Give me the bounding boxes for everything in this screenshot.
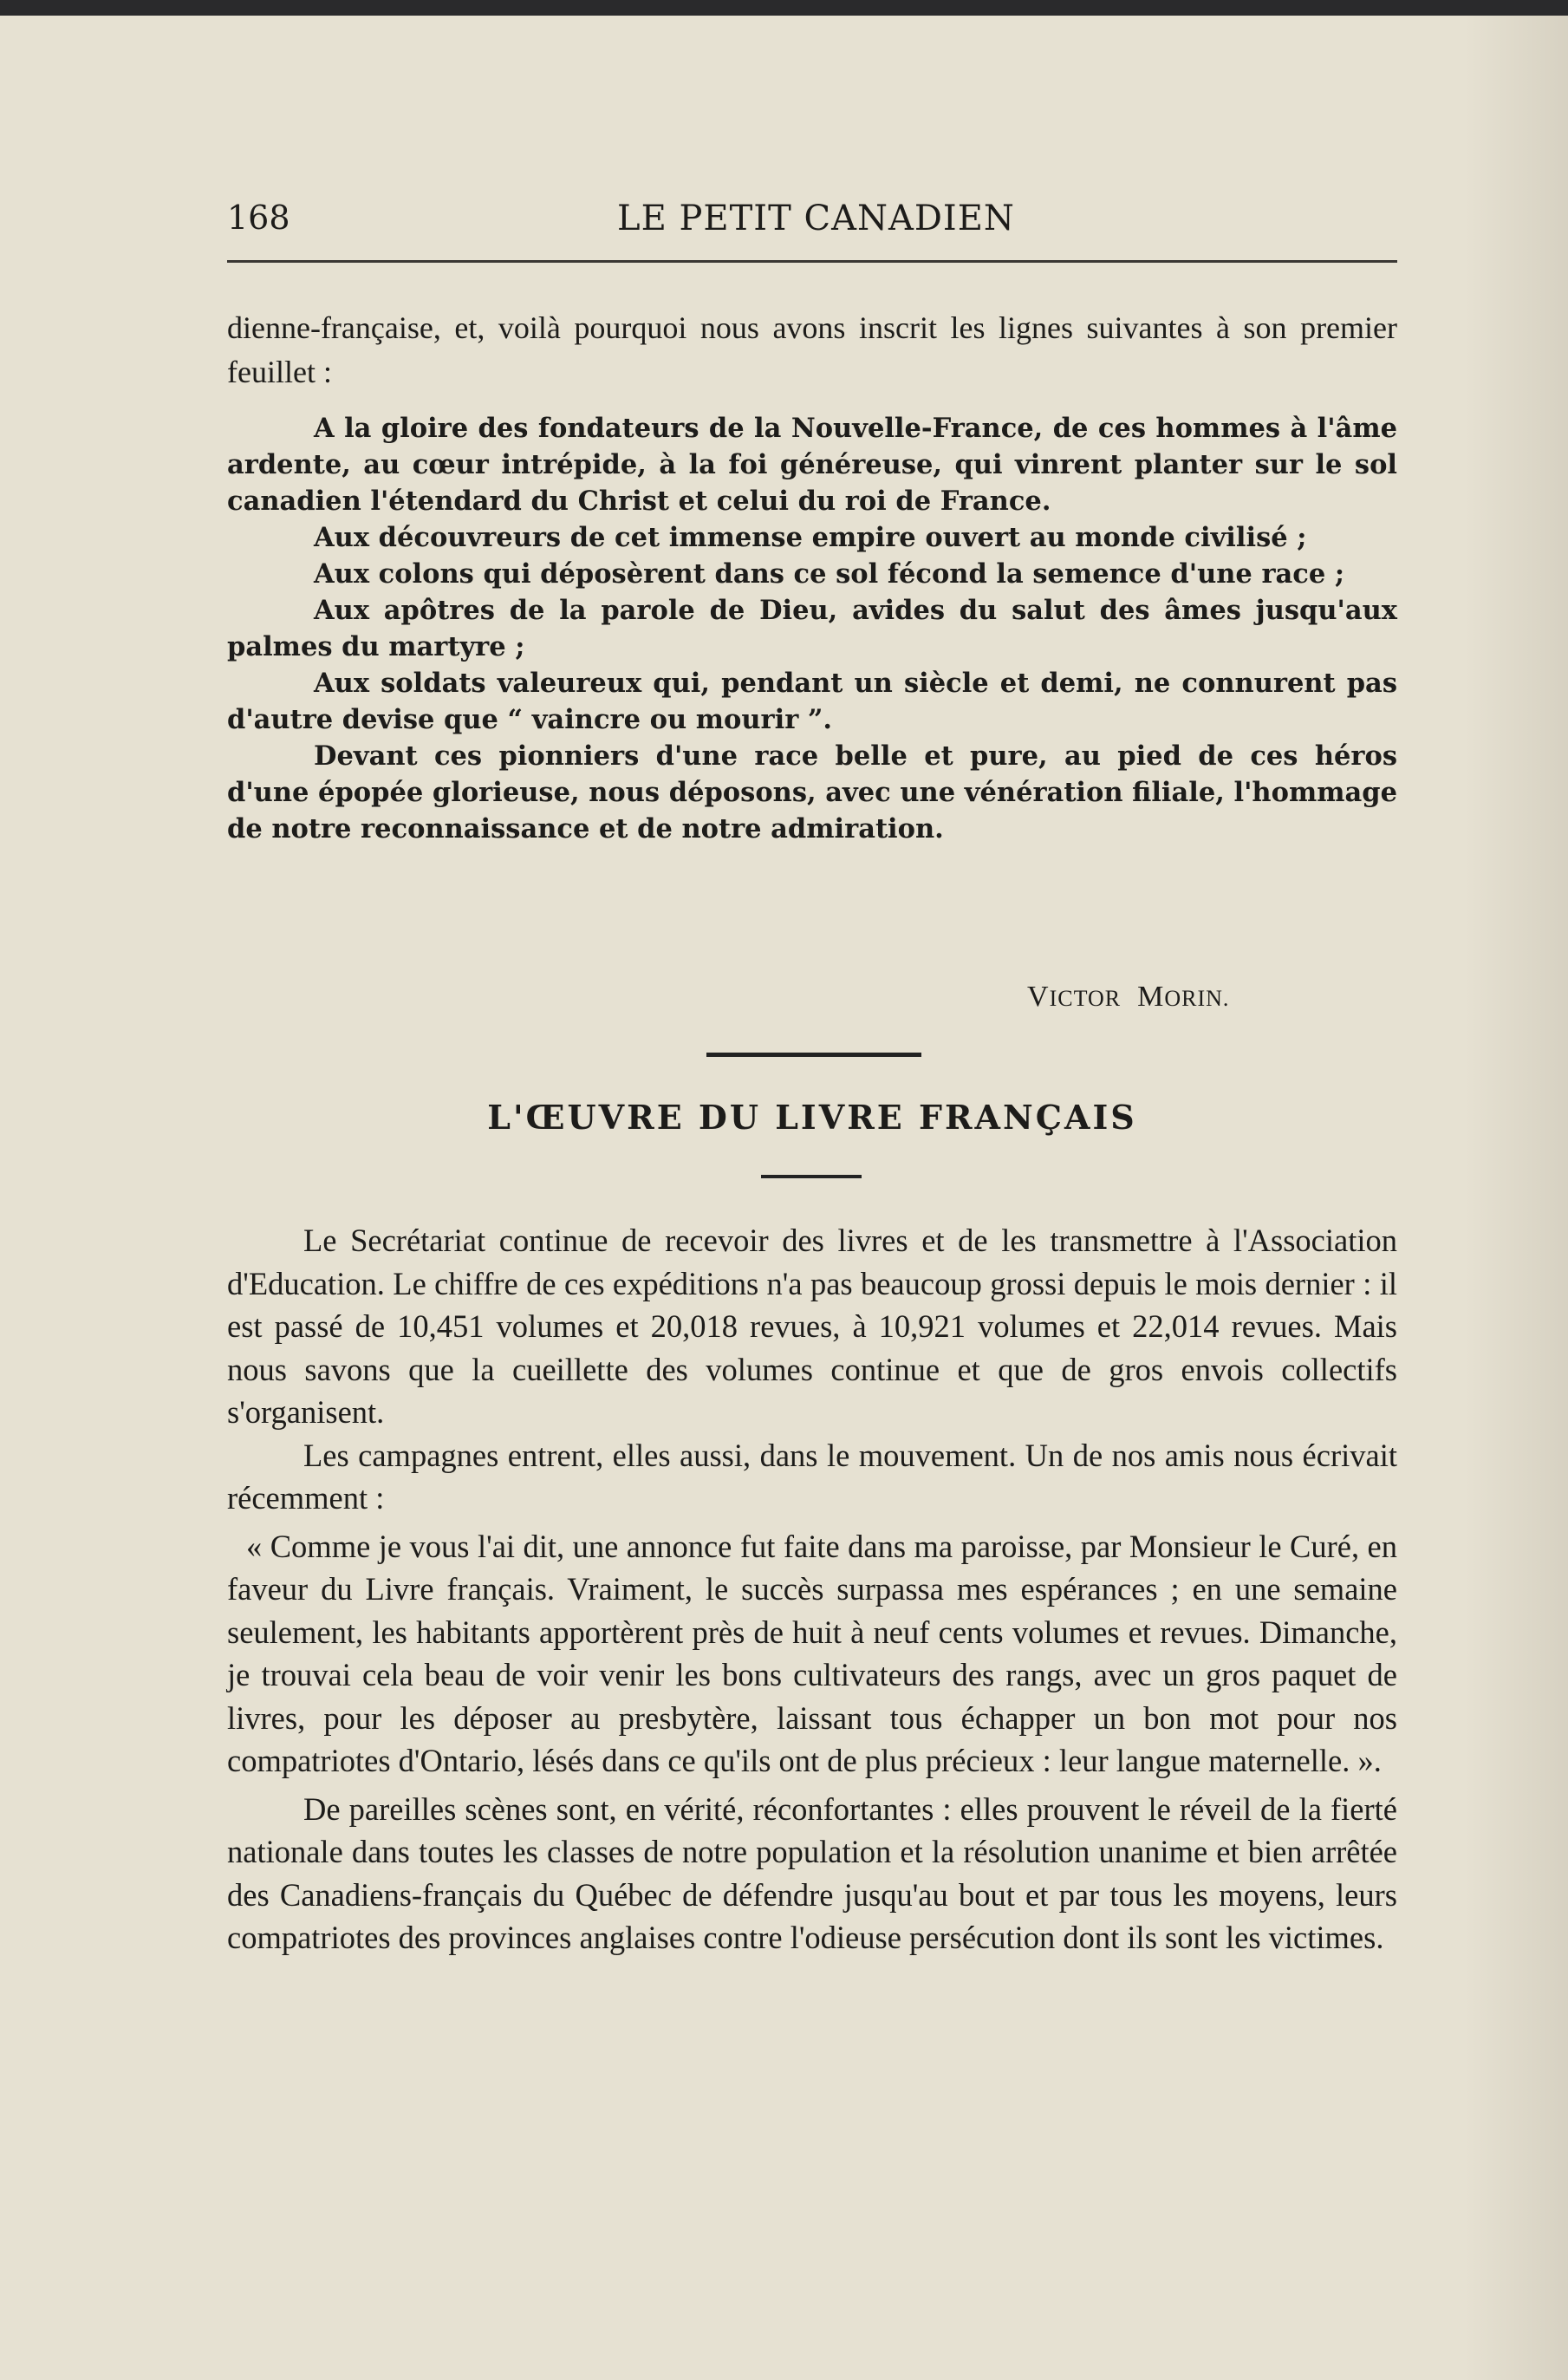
quoted-letter: « Comme je vous l'ai dit, une annonce fut faite dans ma paroisse, par Monsieur le Curé, en faveur du Livre français. Vraiment, le succès surpassa mes espérances ; en une semaine seulement, les habitants apportèrent près de huit à neuf cents volumes et revues. Dimanche, je trouvai cela beau de voir venir les bons cultivateurs des rangs, avec un gros paquet de livres, pour les déposer au presbytère, laissant tous échapper un bon mot pour nos compatriotes d'Ontario, lésés dans ce qu'ils ont de plus précieux : leur langue maternelle. ».	[227, 1528, 1397, 1778]
article-body	[227, 1219, 1397, 1959]
author-signature	[1027, 981, 1229, 1014]
intro-block	[227, 306, 1397, 394]
dedication-paragraph: Aux soldats valeureux qui, pendant un siècle et demi, ne connurent pas d'autre devise que “ vaincre ou mourir ”.	[227, 668, 1397, 735]
body-paragraph: De pareilles scènes sont, en vérité, réconfortantes : elles prouvent le réveil de la fierté nationale dans toutes les classes de notre population et la résolution unanime et bien arrêtée des Canadiens-français du Québec de défendre jusqu'au bout et par tous les moyens, leurs compatriotes des provinces anglaises contre l'odieuse persécution dont ils sont les victimes.	[227, 1790, 1397, 1955]
section-divider-top	[706, 1053, 921, 1057]
signature-first-rest: ICTOR	[1049, 986, 1122, 1011]
page-header	[227, 185, 1397, 237]
signature-last-initial: M	[1137, 981, 1165, 1013]
dedication-paragraph: A la gloire des fondateurs de la Nouvelle-France, de ces hommes à l'âme ardente, au cœur intrépide, à la foi généreuse, qui vinrent planter sur le sol canadien l'étendard du Christ et celui du roi de France.	[227, 413, 1397, 517]
dedication-paragraph: Aux colons qui déposèrent dans ce sol fécond la semence d'une race ;	[314, 558, 1345, 590]
section-divider-bottom	[761, 1175, 862, 1178]
body-paragraph: Le Secrétariat continue de recevoir des livres et de les transmettre à l'Association d'Education. Le chiffre de ces expéditions n'a pas beaucoup grossi depuis le mois dernier : il est passé de 10,451 volumes et 20,018 revues, à 10,921 volumes et 22,014 revues. Mais nous savons que la cueillette des volumes continue et que de gros envois collectifs s'organisent.	[227, 1223, 1397, 1430]
dedication-paragraph: Aux apôtres de la parole de Dieu, avides du salut des âmes jusqu'aux palmes du martyre ;	[227, 595, 1397, 662]
dedication-paragraph: Devant ces pionniers d'une race belle et pure, au pied de ces héros d'une épopée glorieuse, nous déposons, avec une vénération filiale, l'hommage de notre reconnaissance et de notre admiration.	[227, 740, 1397, 844]
section-title: L'ŒUVRE DU LIVRE FRANÇAIS	[487, 1098, 1137, 1137]
signature-first-initial: V	[1027, 981, 1050, 1013]
dedication-paragraph: Aux découvreurs de cet immense empire ouvert au monde civilisé ;	[314, 522, 1307, 553]
page-number: 168	[227, 199, 290, 237]
intro-paragraph: dienne-française, et, voilà pourquoi nous avons inscrit les lignes suivantes à son premier feuillet :	[227, 310, 1397, 389]
body-paragraph: Les campagnes entrent, elles aussi, dans le mouvement. Un de nos amis nous écrivait récemment :	[227, 1437, 1397, 1516]
page	[0, 16, 1568, 2380]
header-rule	[227, 260, 1397, 263]
signature-last-rest: ORIN.	[1164, 986, 1230, 1011]
dedication-block	[227, 410, 1397, 847]
running-title: LE PETIT CANADIEN	[617, 199, 1015, 238]
